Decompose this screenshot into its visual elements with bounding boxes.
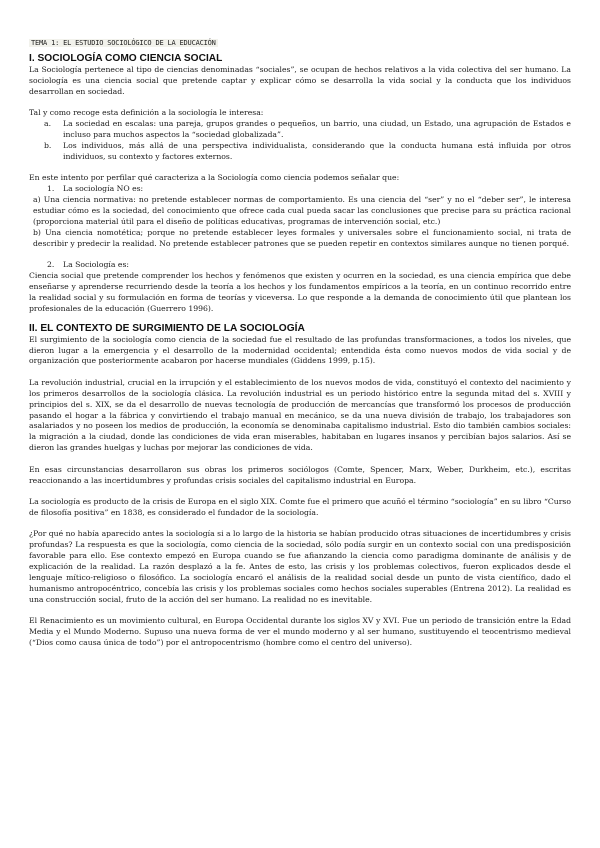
- interest-list: [29, 119, 571, 163]
- paragraph: El Renacimiento es un movimiento cultural, en Europa Occidental durante los siglos XV y XVI. Fue un periodo de transición entre la Edad Media y el Mundo Moderno. Supuso una nueva forma de ver el mundo moderno y al ser humano, sustituyendo el teocentrismo medieval (“Dios como causa única de todo”) por el antropocentrismo (hombre como el centro del universo).: [29, 616, 571, 647]
- list-item-text: La Sociología es:: [63, 260, 129, 270]
- list-item: [29, 141, 571, 163]
- list-item: [29, 119, 571, 141]
- paragraph: ¿Por qué no había aparecido antes la sociología si a lo largo de la historia se habían producido otras situaciones de incertidumbres y crisis profundas? La respuesta es que la sociología, como ciencia de la sociedad, sólo podía surgir en un contexto social con una predisposición favorable para ello. Ese contexto empezó en Europa cuando se fue afianzando la ciencia como paradigma dominante de análisis y de explicación de la realidad. La razón desplazó a la fe. Antes de esto, las crisis y los problemas colectivos, fueron explicados desde el lenguaje mítico-religioso o filosófico. La sociología encaró el análisis de la realidad social desde un punto de vista científico, dado el humanismo antropocéntrico, concebía las crisis y los problemas sociales como hechos sociales superables (Entrena 2012). La realidad es una construcción social, fruto de la acción del ser humano. La realidad no es inevitable.: [29, 529, 571, 604]
- list-marker: 1.: [47, 184, 55, 194]
- paragraph: Tal y como recoge esta definición a la sociología le interesa:: [29, 108, 264, 118]
- paragraph: b) Una ciencia nomotética; porque no pretende establecer leyes formales y universales sobre el funcionamiento social, ni trata de describir y predecir la realidad. No pretende establecer patrones que se pueden repetir en contextos similares aunque no tienen porqué.: [33, 227, 571, 248]
- list-item-text: La sociedad en escalas: una pareja, grupos grandes o pequeños, un barrio, una ciudad, un Estado, una agrupación de Estados e incluso para muchos aspectos la “sociedad globalizada”.: [63, 119, 571, 140]
- list-item-text: Los individuos, más allá de una perspectiva individualista, considerando que la conducta humana está influida por otros individuos, su contexto y factores externos.: [63, 140, 571, 161]
- section-2-title: II. EL CONTEXTO DE SURGIMIENTO DE LA SOCIOLOGÍA: [29, 322, 305, 334]
- list-marker: 2.: [47, 260, 55, 270]
- topic-header: TEMA 1: EL ESTUDIO SOCIOLÓGICO DE LA EDUCACIÓN: [31, 39, 216, 47]
- list-marker: b.: [44, 140, 52, 150]
- numbered-item: [29, 260, 571, 271]
- paragraph: En esas circunstancias desarrollaron sus obras los primeros sociólogos (Comte, Spencer, Marx, Weber, Durkheim, etc.), escritas reaccionando a las incertidumbres y profundas crisis sociales del capitalismo industrial en Europa.: [29, 464, 571, 485]
- paragraph: Ciencia social que pretende comprender los hechos y fenómenos que existen y ocurren en la sociedad, es una ciencia empírica que debe enseñarse y aprenderse recurriendo desde la teoría a los hechos y los fundamentos empíricos a la teoría, en un continuo recorrido entre la realidad social y su formulación en forma de teorías y viceversa. Lo que responde a la demanda de conocimiento útil que plantean los profesionales de la educación (Guerrero 1996).: [29, 271, 571, 313]
- section-1-title: I. SOCIOLOGÍA COMO CIENCIA SOCIAL: [29, 53, 223, 64]
- list-item-text: La sociología NO es:: [63, 184, 144, 194]
- numbered-item: [29, 184, 571, 195]
- paragraph: El surgimiento de la sociología como ciencia de la sociedad fue el resultado de las profundas transformaciones, a todos los niveles, que dieron lugar a la emergencia y el desarrollo de la modernidad occidental; entendida ésta como nuevos modos de vida social y de organización que posteriormente acabaron por hacerse mundiales (Giddens 1999, p.15).: [29, 334, 571, 366]
- paragraph: En este intento por perfilar qué caracteriza a la Sociología como ciencia podemos señalar que:: [29, 173, 400, 183]
- paragraph: a) Una ciencia normativa: no pretende establecer normas de comportamiento. Es una ciencia del “ser” y no el “deber ser”, le interesa estudiar cómo es la sociedad, del conocimiento que ofrece cada cual pueda sacar las conclusiones que precise para su práctica racional (proporciona material útil para el diseño de políticas educativas, programas de intervención social, etc.): [33, 195, 571, 226]
- list-marker: a.: [44, 119, 52, 129]
- paragraph: La revolución industrial, crucial en la irrupción y el establecimiento de los nuevos modos de vida, constituyó el contexto del nacimiento y los primeros desarrollos de la sociología clásica. La revolución industrial es un periodo histórico entre la segunda mitad del s. XVIII y principios del s. XIX, se da el desarrollo de nuevas tecnología de producción de mercancías que transformó los procesos de producción pasando el hogar a la fábrica y convirtiendo el trabajo manual en mecánico, se da una nueva división de trabajo, los trabajadores son asalariados y no poseen los medios de producción, la economía se denominaba capitalismo industrial. Esto dio también cambios sociales: la migración a la ciudad, donde las condiciones de vida eran miserables, habitaban en lugares insanos y percibían bajos salarios. Así se dieron las grandes huelgas y luchas por mejorar las condiciones de vida.: [29, 377, 571, 453]
- paragraph: La sociología es producto de la crisis de Europa en el siglo XIX. Comte fue el primero que acuñó el término “sociología” en su libro “Curso de filosofía positiva” en 1838, es considerado el fundador de la sociología.: [29, 497, 571, 517]
- paragraph: La Sociología pertenece al tipo de ciencias denominadas “sociales”, se ocupan de hechos relativos a la vida colectiva del ser humano. La sociología es una ciencia social que pretende captar y explicar cómo se desarrolla la vida social y la conducta que los individuos desarrollan en sociedad.: [29, 65, 571, 96]
